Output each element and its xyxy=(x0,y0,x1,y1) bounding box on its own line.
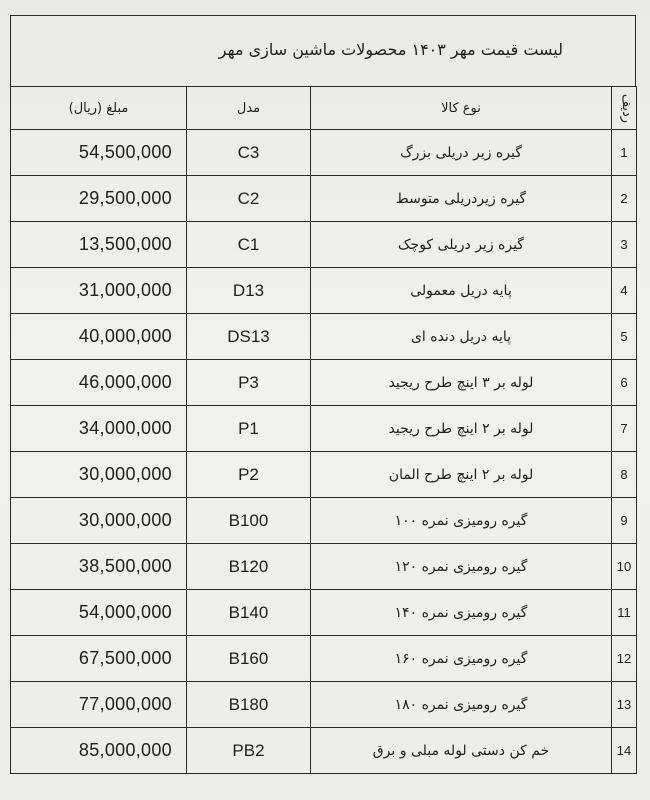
row-number: 3 xyxy=(612,222,637,268)
product-name: گیره زیر دریلی کوچک xyxy=(311,222,612,268)
model-value: P1 xyxy=(187,406,311,452)
row-number: 13 xyxy=(612,682,637,728)
price-value: 85,000,000 xyxy=(11,728,187,774)
row-number: 4 xyxy=(612,268,637,314)
row-number: 11 xyxy=(612,590,637,636)
table-row xyxy=(11,176,637,222)
model-value: B160 xyxy=(187,636,311,682)
header-row-number xyxy=(612,87,637,130)
row-number: 12 xyxy=(612,636,637,682)
table-row xyxy=(11,590,637,636)
table-row xyxy=(11,498,637,544)
product-name: گیره رومیزی نمره ۱۲۰ xyxy=(311,544,612,590)
table-row xyxy=(11,268,637,314)
table-header-row xyxy=(11,87,637,130)
model-value: P2 xyxy=(187,452,311,498)
price-value: 54,000,000 xyxy=(11,590,187,636)
model-value: P3 xyxy=(187,360,311,406)
product-name: گیره رومیزی نمره ۱۶۰ xyxy=(311,636,612,682)
product-name: گیره رومیزی نمره ۱۰۰ xyxy=(311,498,612,544)
price-value: 34,000,000 xyxy=(11,406,187,452)
product-name: لوله بر ۲ اینچ طرح ریجید xyxy=(311,406,612,452)
row-number: 8 xyxy=(612,452,637,498)
model-value: B180 xyxy=(187,682,311,728)
row-number: 5 xyxy=(612,314,637,360)
product-name: گیره زیر دریلی بزرگ xyxy=(311,130,612,176)
price-table-body xyxy=(11,130,637,774)
header-price: مبلغ (ریال) xyxy=(11,87,187,130)
price-table xyxy=(10,86,637,774)
table-row xyxy=(11,452,637,498)
table-row xyxy=(11,636,637,682)
table-row xyxy=(11,682,637,728)
model-value: C1 xyxy=(187,222,311,268)
table-row xyxy=(11,544,637,590)
price-value: 13,500,000 xyxy=(11,222,187,268)
table-row xyxy=(11,728,637,774)
price-value: 31,000,000 xyxy=(11,268,187,314)
model-value: D13 xyxy=(187,268,311,314)
price-value: 67,500,000 xyxy=(11,636,187,682)
product-name: پایه دریل دنده ای xyxy=(311,314,612,360)
row-number: 14 xyxy=(612,728,637,774)
row-number: 7 xyxy=(612,406,637,452)
price-value: 40,000,000 xyxy=(11,314,187,360)
row-number: 1 xyxy=(612,130,637,176)
title-box xyxy=(10,15,636,86)
price-value: 77,000,000 xyxy=(11,682,187,728)
table-row xyxy=(11,406,637,452)
price-value: 46,000,000 xyxy=(11,360,187,406)
price-value: 30,000,000 xyxy=(11,452,187,498)
table-row xyxy=(11,360,637,406)
header-name: نوع کالا xyxy=(311,87,612,130)
price-list-title: لیست قیمت مهر ۱۴۰۳ محصولات ماشین سازی مهر xyxy=(218,40,563,59)
model-value: B100 xyxy=(187,498,311,544)
product-name: گیره زیردریلی متوسط xyxy=(311,176,612,222)
table-row xyxy=(11,314,637,360)
row-number: 10 xyxy=(612,544,637,590)
price-list-sheet xyxy=(10,15,638,800)
row-number: 6 xyxy=(612,360,637,406)
price-value: 29,500,000 xyxy=(11,176,187,222)
product-name: پایه دریل معمولی xyxy=(311,268,612,314)
model-value: C2 xyxy=(187,176,311,222)
product-name: گیره رومیزی نمره ۱۴۰ xyxy=(311,590,612,636)
model-value: B140 xyxy=(187,590,311,636)
row-number: 2 xyxy=(612,176,637,222)
model-value: DS13 xyxy=(187,314,311,360)
model-value: PB2 xyxy=(187,728,311,774)
table-row xyxy=(11,222,637,268)
price-value: 54,500,000 xyxy=(11,130,187,176)
product-name: لوله بر ۳ اینچ طرح ریجید xyxy=(311,360,612,406)
product-name: خم کن دستی لوله مبلی و برق xyxy=(311,728,612,774)
row-number: 9 xyxy=(612,498,637,544)
model-value: C3 xyxy=(187,130,311,176)
table-row xyxy=(11,130,637,176)
product-name: گیره رومیزی نمره ۱۸۰ xyxy=(311,682,612,728)
model-value: B120 xyxy=(187,544,311,590)
price-value: 30,000,000 xyxy=(11,498,187,544)
product-name: لوله بر ۲ اینچ طرح المان xyxy=(311,452,612,498)
header-model: مدل xyxy=(187,87,311,130)
price-value: 38,500,000 xyxy=(11,544,187,590)
header-row-number-label: ردیف xyxy=(619,93,635,123)
